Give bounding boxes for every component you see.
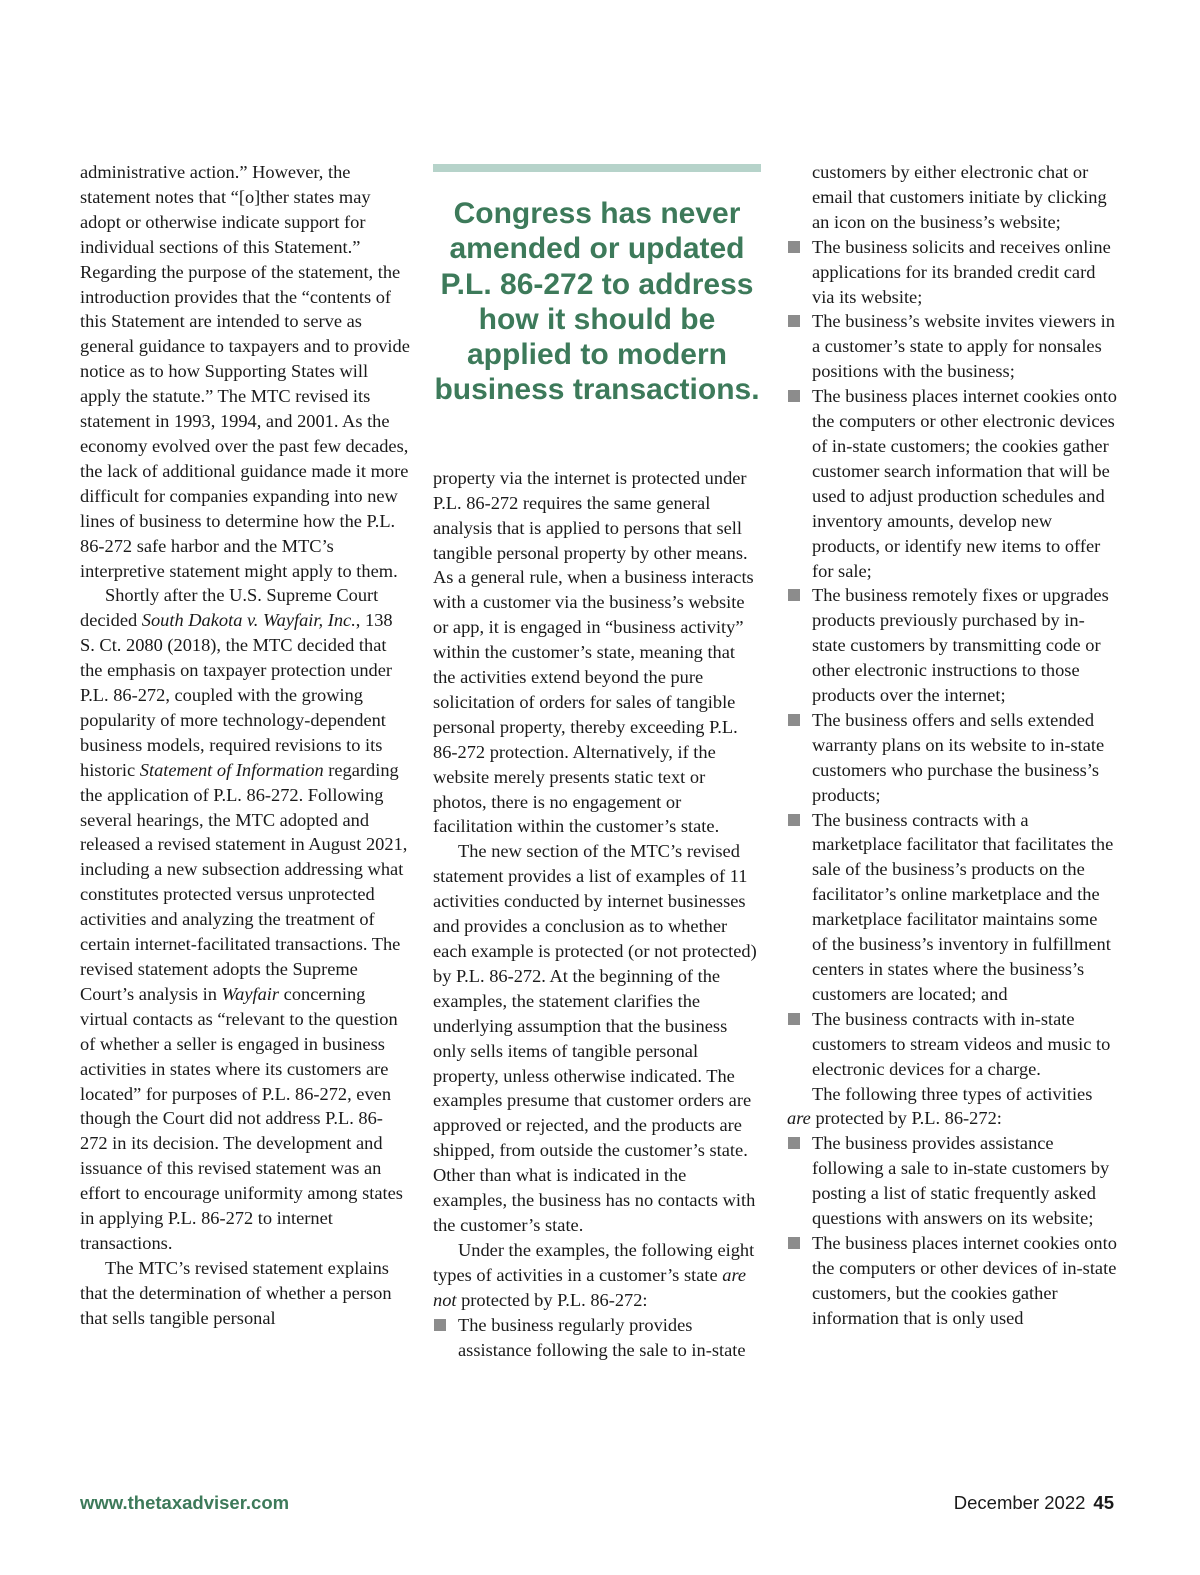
text-run: administrative action.” However, the statement notes that “[o]ther states may adopt or otherwise indicate support for individual sections of this Statement.” Regarding the purpose of the statement, the introduction provides that the “contents of this Statement are intended to serve as general guidance to taxpayers and to provide notice as to how Supporting States will apply the statute.” The MTC revised its statement in 1993, 1994, and 2001. As the economy evolved over the past few decades, the lack of additional guidance made it more difficult for companies expanding into new lines of business to determine how the P.L. 86-272 safe harbor and the MTC’s interpretive statement might apply to them.	[80, 162, 410, 581]
list-item-text: The business remotely fixes or upgrades products previously purchased by in-state customers by transmitting code or other electronic instructions to those products over the internet;	[812, 585, 1109, 706]
list-item-text: The business places internet cookies onto the computers or other electronic devices of in-state customers; the cookies gather customer search information that will be used to adjust production schedules and inventory amounts, develop new products, or identify new items to offer for sale;	[812, 386, 1117, 581]
text-run: protected by P.L. 86-272:	[810, 1108, 1002, 1129]
paragraph	[433, 466, 761, 840]
bullet-list	[433, 1313, 761, 1363]
list-item	[787, 1231, 1117, 1331]
text-run: Under the examples, the following eight types of activities in a customer’s state	[433, 1239, 755, 1285]
text-run: concerning virtual contacts as “relevant to the question of whether a seller is engaged in business activities in states where its customers are located” for purposes of P.L. 86-272, even though the Court did not address P.L. 86-272 in its decision. The development and issuance of this revised statement was an effort to encourage uniformity among states in applying P.L. 86-272 to internet transactions.	[80, 983, 403, 1253]
list-item-continuation: customers by either electronic chat or email that customers initiate by clicking an icon on the business’s website;	[812, 162, 1107, 232]
paragraph	[787, 1082, 1117, 1132]
list-item-text: The business offers and sells extended warranty plans on its website to in-state customers who purchase the business’s products;	[812, 709, 1105, 805]
italic-text: are not	[433, 1264, 747, 1310]
list-item	[787, 583, 1117, 708]
italic-text: Wayfair	[221, 983, 280, 1004]
text-run: Shortly after the U.S. Supreme Court decided	[80, 585, 379, 631]
square-bullet-icon	[788, 589, 800, 601]
square-bullet-icon	[788, 1013, 800, 1025]
list-item	[787, 708, 1117, 808]
italic-text: South Dakota v. Wayfair, Inc.	[141, 610, 356, 631]
pullquote: Congress has never amended or updated P.L. 86-272 to address how it should be applied to modern business transactions.	[434, 197, 760, 407]
list-item	[787, 1131, 1117, 1231]
paragraph	[433, 1238, 761, 1313]
paragraph	[80, 583, 410, 1255]
list-item-text: The business contracts with in-state customers to stream videos and music to electronic devices for a charge.	[812, 1008, 1111, 1079]
issue-date: December 2022	[953, 1492, 1086, 1513]
list-item-text: The business contracts with a marketplace facilitator that facilitates the sale of the business’s products on the facilitator’s online marketplace and the marketplace facilitator maintains some of the business’s inventory in fulfillment centers in states where the business’s customers are located; and	[812, 809, 1114, 1004]
footer-website: www.thetaxadviser.com	[80, 1492, 290, 1513]
text-run: protected by P.L. 86-272:	[456, 1289, 648, 1310]
italic-text: Statement of Information	[139, 759, 324, 780]
paragraph	[80, 1256, 410, 1331]
column-2	[433, 160, 761, 1362]
list-item	[787, 235, 1117, 310]
square-bullet-icon	[788, 390, 800, 402]
protected-activities-list	[787, 1131, 1117, 1330]
square-bullet-icon	[788, 315, 800, 327]
footer-date-page	[954, 1492, 1114, 1514]
list-item	[433, 1313, 761, 1363]
text-run: regarding the application of P.L. 86-272. Following several hearings, the MTC adopted and released a revised statement in August 2021, including a new subsection addressing what constitutes protected versus unprotected activities and analyzing the treatment of certain internet-facilitated transactions. The revised statement adopts the Supreme Court’s analysis in	[80, 759, 408, 1004]
list-item	[787, 309, 1117, 384]
list-item-text: The business solicits and receives online applications for its branded credit card via its website;	[812, 236, 1111, 307]
list-item-text: The business provides assistance following a sale to in-state customers by posting a list of static frequently asked questions with answers on its website;	[812, 1133, 1110, 1229]
list-item-text: The business’s website invites viewers in a customer’s state to apply for nonsales positions with the business;	[812, 311, 1115, 382]
column-2-body	[433, 466, 761, 1363]
paragraph	[433, 839, 761, 1238]
pullquote-rule	[433, 164, 761, 172]
list-item-text: The business places internet cookies onto the computers or other devices of in-state customers, but the cookies gather information that is only used	[812, 1232, 1117, 1328]
text-run: The following three types of activities	[812, 1083, 1093, 1104]
text-run: The MTC’s revised statement explains that the determination of whether a person that sells tangible personal	[80, 1257, 392, 1328]
square-bullet-icon	[788, 814, 800, 826]
column-1	[80, 160, 410, 1331]
square-bullet-icon	[788, 1137, 800, 1149]
paragraph	[80, 160, 410, 583]
square-bullet-icon	[788, 241, 800, 253]
square-bullet-icon	[434, 1319, 446, 1331]
text-run: property via the internet is protected under P.L. 86-272 requires the same general analysis that is applied to persons that sell tangible personal property by other means. As a general rule, when a business interacts with a customer via the business’s website or app, it is engaged in “business activity” within the customer’s state, meaning that the activities extend beyond the pure solicitation of orders for sales of tangible personal property, thereby exceeding P.L. 86-272 protection. Alternatively, if the website merely presents static text or photos, there is no engagement or facilitation within the customer’s state.	[433, 467, 754, 837]
text-run: The new section of the MTC’s revised statement provides a list of examples of 11 activities conducted by internet businesses and provides a conclusion as to whether each example is protected (or not protected) by P.L. 86-272. At the beginning of the examples, the statement clarifies the underlying assumption that the business only sells items of tangible personal property, unless otherwise indicated. The examples presume that customer orders are approved or rejected, and the products are shipped, from outside the customer’s state. Other than what is indicated in the examples, the business has no contacts with the customer’s state.	[433, 841, 757, 1235]
square-bullet-icon	[788, 1237, 800, 1249]
unprotected-activities-list	[787, 235, 1117, 1082]
italic-text: are	[787, 1108, 811, 1129]
column-3	[787, 160, 1117, 1331]
square-bullet-icon	[788, 714, 800, 726]
list-item	[787, 384, 1117, 583]
page-number: 45	[1093, 1492, 1114, 1513]
list-item	[787, 1007, 1117, 1082]
text-run: , 138 S. Ct. 2080 (2018), the MTC decided that the emphasis on taxpayer protection under P.L. 86-272, coupled with the growing popularity of more technology-dependent business models, required revisions to its historic	[80, 610, 393, 780]
list-item-text: The business regularly provides assistance following the sale to in-state	[458, 1314, 746, 1360]
list-item	[787, 808, 1117, 1007]
